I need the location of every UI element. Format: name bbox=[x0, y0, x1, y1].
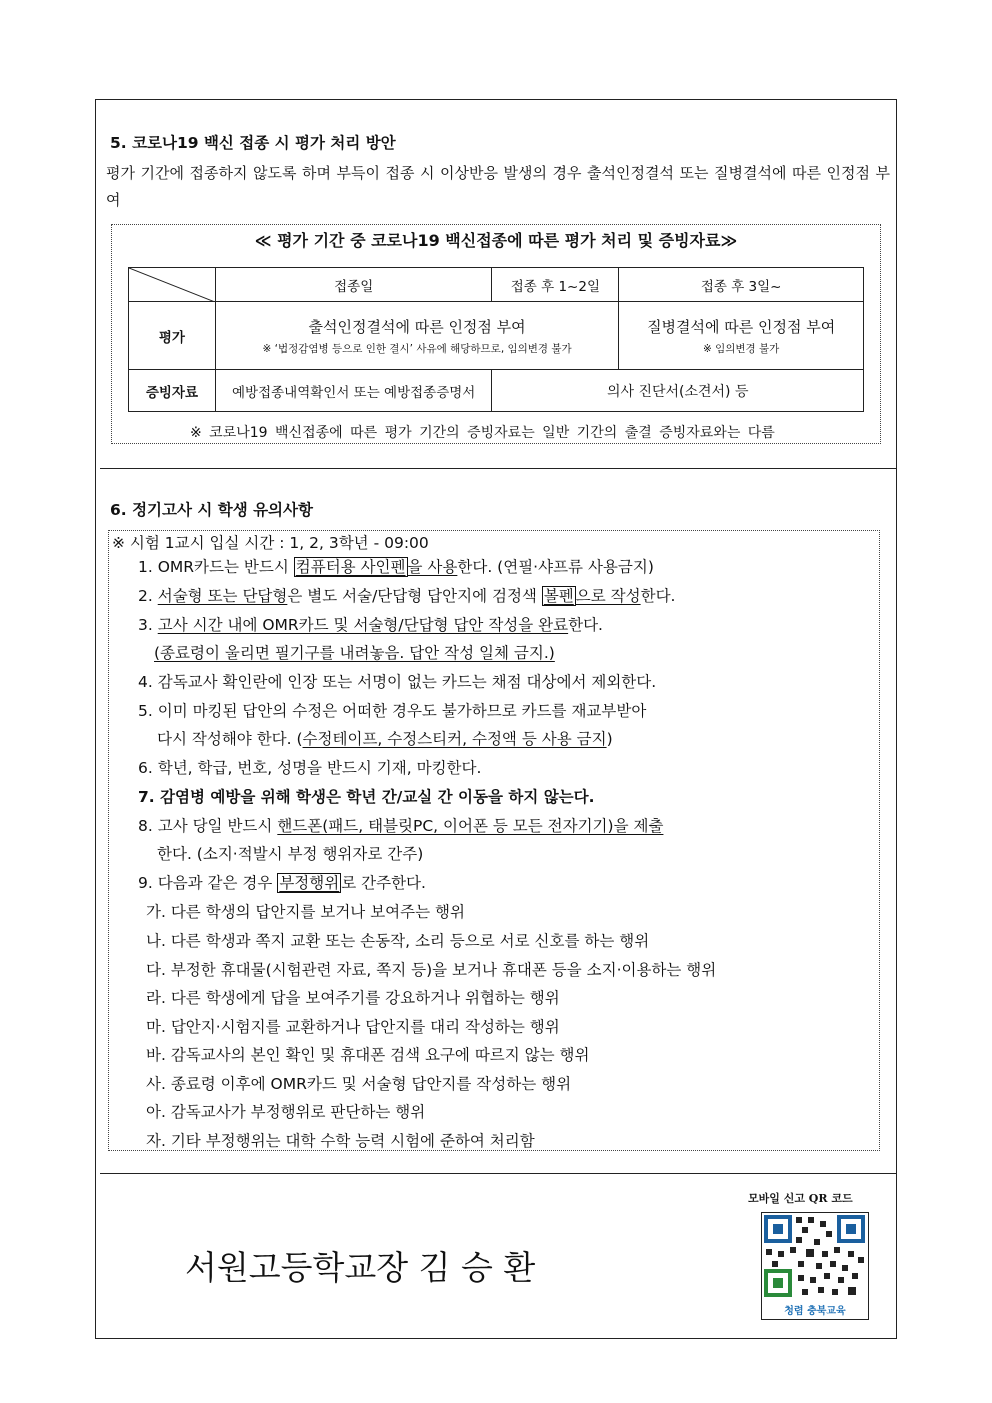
sub-item: 가. 다른 학생의 답안지를 보거나 보여주는 행위 bbox=[146, 903, 465, 921]
rule-2 bbox=[138, 584, 675, 606]
rule-6: 6. 학년, 학급, 번호, 성명을 반드시 기재, 마킹한다. bbox=[138, 759, 482, 777]
table-title: ≪ 평가 기간 중 코로나19 백신접종에 따른 평가 처리 및 증빙자료≫ bbox=[254, 231, 738, 250]
cell-vaccination-certificate: 예방접종내역확인서 또는 예방접종증명서 bbox=[215, 370, 492, 412]
rule-1 bbox=[138, 555, 654, 577]
rule-1-rest: 한다. (연필·샤프류 사용금지) bbox=[457, 558, 654, 576]
rule-5-cont bbox=[157, 727, 613, 749]
sub-item: 마. 답안지·시험지를 교환하거나 답안지를 대리 작성하는 행위 bbox=[146, 1018, 560, 1036]
divider bbox=[100, 468, 897, 469]
rule-2-underline2: 으로 작성 bbox=[575, 587, 641, 605]
cell-sick-main: 질병결석에 따른 인정점 부여 bbox=[647, 317, 836, 336]
cell-doctor-diagnosis: 의사 진단서(소견서) 등 bbox=[492, 370, 864, 412]
rule-2-highlight: 볼펜 bbox=[543, 587, 574, 605]
rule-3-note: (종료령이 울리면 필기구를 내려놓음. 답안 작성 일체 금지.) bbox=[154, 644, 555, 662]
rule-9-text: 9. 다음과 같은 경우 bbox=[138, 874, 278, 892]
rule-5-cont-text: 다시 작성해야 한다. ( bbox=[157, 730, 303, 748]
principal-signature: 서원고등학교장 김 승 환 bbox=[185, 1248, 536, 1287]
rule-1-highlight: 컴퓨터용 사인펜 bbox=[295, 558, 406, 576]
header-vaccination-day: 접종일 bbox=[215, 268, 492, 302]
rule-8-text: 8. 고사 당일 반드시 bbox=[138, 817, 278, 835]
entry-time: ※ 시험 1교시 입실 시간 : 1, 2, 3학년 - 09:00 bbox=[112, 534, 429, 552]
rule-4: 4. 감독교사 확인란에 인장 또는 서명이 없는 카드는 채점 대상에서 제외한다. bbox=[138, 673, 657, 691]
qr-pattern-icon bbox=[762, 1213, 867, 1301]
row-label-evaluation: 평가 bbox=[129, 302, 216, 370]
cell-sick-absence bbox=[619, 302, 864, 370]
cell-attendance-main: 출석인정결석에 따른 인정점 부여 bbox=[308, 317, 526, 336]
section6-heading: 6. 정기고사 시 학생 유의사항 bbox=[110, 501, 313, 519]
sub-item: 나. 다른 학생과 쪽지 교환 또는 손동작, 소리 등으로 서로 신호를 하는 행위 bbox=[146, 932, 650, 950]
sub-item: 아. 감독교사가 부정행위로 판단하는 행위 bbox=[146, 1103, 426, 1121]
rule-3-rest: 한다. bbox=[568, 616, 603, 634]
rule-5: 5. 이미 마킹된 답안의 수정은 어떠한 경우도 불가하므로 카드를 재교부받아 bbox=[138, 702, 647, 720]
section5-heading: 5. 코로나19 백신 접종 시 평가 처리 방안 bbox=[110, 134, 396, 152]
rule-2-num: 2. bbox=[138, 587, 158, 605]
header-day1-2: 접종 후 1~2일 bbox=[492, 268, 619, 302]
sub-item: 사. 종료령 이후에 OMR카드 및 서술형 답안지를 작성하는 행위 bbox=[146, 1075, 572, 1093]
rule-8-underline: 핸드폰(패드, 태블릿PC, 이어폰 등 모든 전자기기)을 제출 bbox=[277, 817, 664, 835]
rule-5-close: ) bbox=[606, 730, 613, 748]
rule-9 bbox=[138, 871, 426, 893]
sub-item: 자. 기타 부정행위는 대학 수학 능력 시험에 준하여 처리함 bbox=[146, 1132, 535, 1150]
rule-3-underline: 고사 시간 내에 OMR카드 및 서술형/단답형 답안 작성을 완료 bbox=[157, 616, 569, 634]
sub-item: 다. 부정한 휴대물(시험관련 자료, 쪽지 등)을 보거나 휴대폰 등을 소지·이용하는 행위 bbox=[146, 961, 717, 979]
rule-2-rest: 한다. bbox=[640, 587, 676, 605]
table-corner-cell bbox=[129, 268, 216, 302]
sub-item: 바. 감독교사의 본인 확인 및 휴대폰 검색 요구에 따르지 않는 행위 bbox=[146, 1046, 590, 1064]
rule-8-cont: 한다. (소지·적발시 부정 행위자로 간주) bbox=[157, 845, 424, 863]
rule-3 bbox=[138, 613, 603, 635]
rule-9-highlight: 부정행위 bbox=[279, 874, 340, 892]
header-day3: 접종 후 3일~ bbox=[619, 268, 864, 302]
cell-sick-sub: ※ 임의변경 불가 bbox=[702, 342, 780, 355]
rule-8 bbox=[138, 814, 663, 836]
rule-2-text: 은 별도 서술/단답형 답안지에 검정색 bbox=[287, 587, 542, 605]
rule-9-rest: 로 간주한다. bbox=[341, 874, 426, 892]
evaluation-table bbox=[128, 267, 864, 412]
rule-1-underline: 을 사용 bbox=[407, 558, 458, 576]
qr-label: 모바일 신고 QR 코드 bbox=[748, 1192, 853, 1205]
rule-3-num: 3. bbox=[138, 616, 158, 634]
rule-2-underline: 서술형 또는 단답형 bbox=[157, 587, 288, 605]
row-label-evidence: 증빙자료 bbox=[129, 370, 216, 412]
cell-attendance-sub: ※ ‘법정감염병 등으로 인한 결시’ 사유에 해당하므로, 임의변경 불가 bbox=[262, 342, 572, 355]
table-note: ※ 코로나19 백신접종에 따른 평가 기간의 증빙자료는 일반 기간의 출결 증빙자료와는 다름 bbox=[190, 425, 775, 441]
footer-divider bbox=[100, 1173, 897, 1174]
qr-caption: 청렴 충북교육 bbox=[784, 1306, 846, 1317]
section5-paragraph: 평가 기간에 접종하지 않도록 하며 부득이 접종 시 이상반응 발생의 경우 출석인정결석 또는 질병결석에 따른 인정점 부여 bbox=[106, 164, 890, 209]
rule-7: 7. 감염병 예방을 위해 학생은 학년 간/교실 간 이동을 하지 않는다. bbox=[138, 788, 595, 806]
rule-5-underline: 수정테이프, 수정스티커, 수정액 등 사용 금지 bbox=[302, 730, 607, 748]
sub-item: 라. 다른 학생에게 답을 보여주기를 강요하거나 위협하는 행위 bbox=[146, 989, 560, 1007]
cell-attendance-recognized bbox=[215, 302, 618, 370]
rule-1-text: 1. OMR카드는 반드시 bbox=[138, 558, 294, 576]
